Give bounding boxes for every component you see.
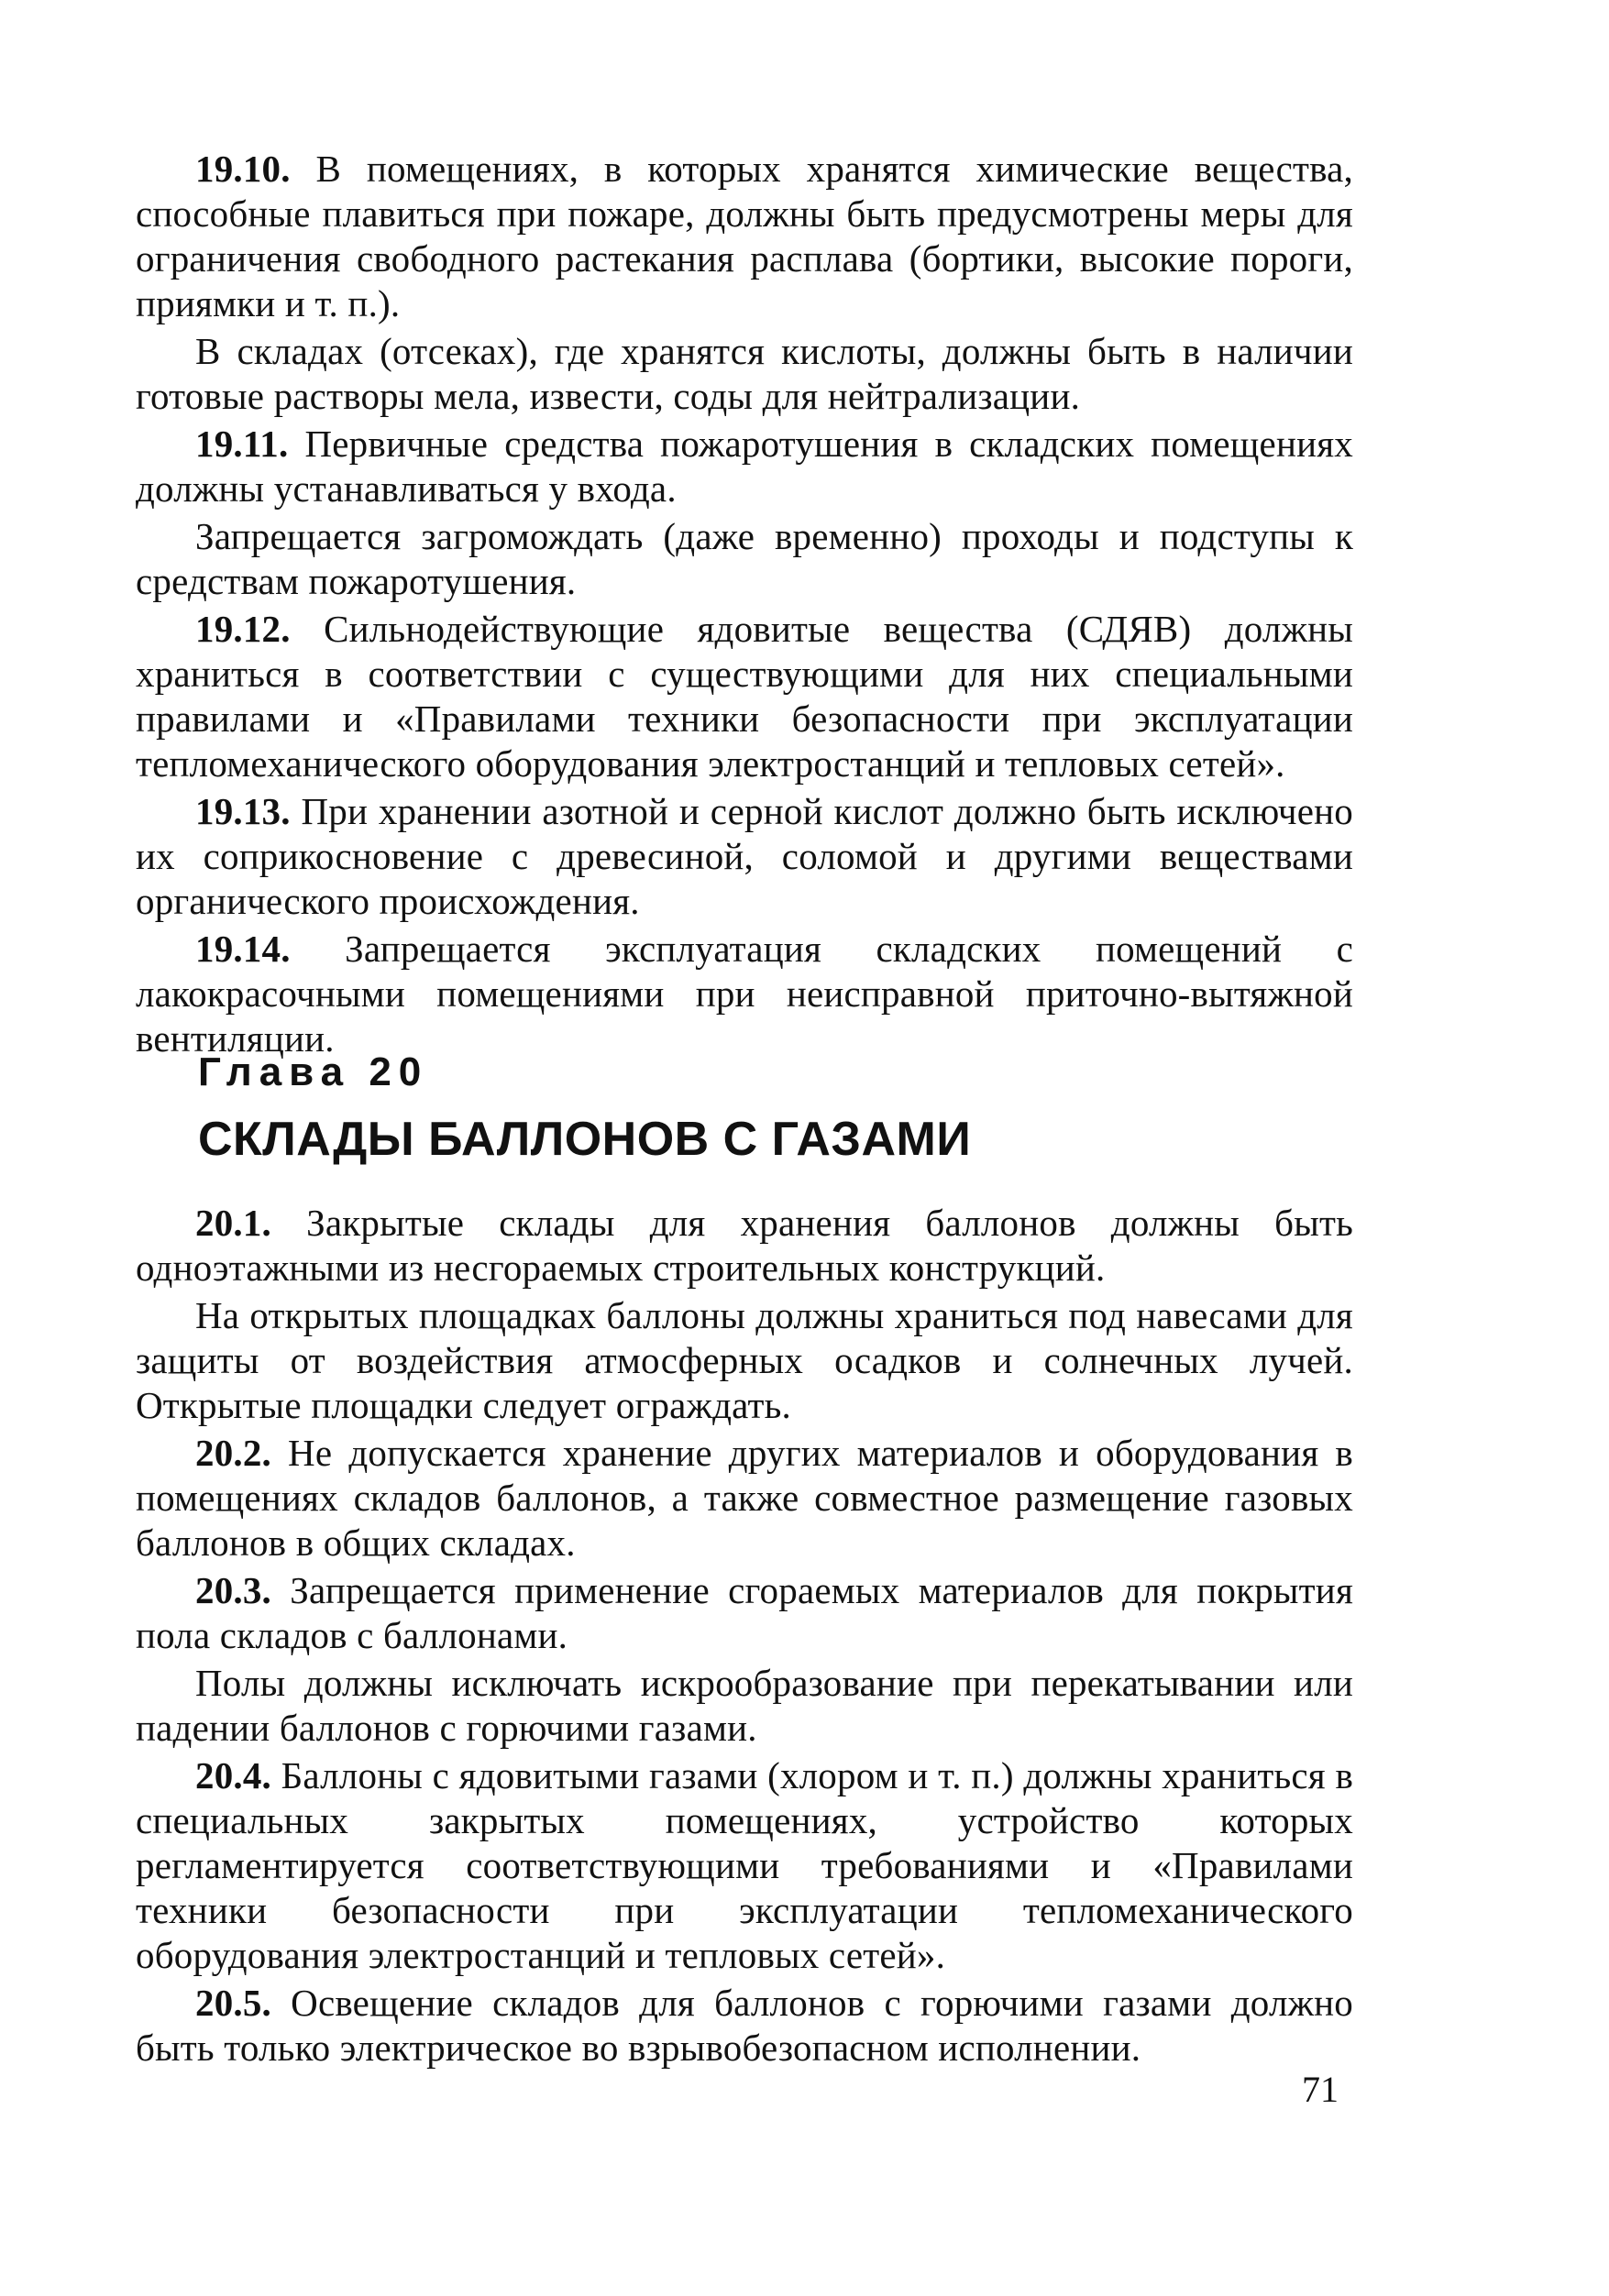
paragraph-19-13 — [136, 789, 1353, 924]
paragraph-20-1-open-areas — [136, 1293, 1353, 1428]
paragraph-19-12 — [136, 607, 1353, 786]
paragraph-text: На открытых площадках баллоны должны храниться под навесами для защиты от воздействия атмосферных осадков и солнечных лучей. Открытые площадки следует ограждать. — [136, 1294, 1353, 1426]
paragraph-text: Запрещается применение сгораемых материалов для покрытия пола складов с баллонами. — [136, 1569, 1353, 1656]
paragraph-text: Запрещается загромождать (даже временно) проходы и подступы к средствам пожаротушения. — [136, 515, 1353, 602]
clause-number: 19.13. — [195, 790, 291, 832]
paragraph-19-10-acids — [136, 329, 1353, 419]
paragraph-text: При хранении азотной и серной кислот должно быть исключено их соприкосновение с древесиной, соломой и другими веществами органического происхождения. — [136, 790, 1353, 922]
paragraph-text: Освещение складов для баллонов с горючими газами должно быть только электрическое во взрывобезопасном исполнении. — [136, 1982, 1353, 2069]
clause-number: 19.11. — [195, 423, 289, 465]
paragraph-20-1 — [136, 1201, 1353, 1291]
paragraph-text: Первичные средства пожаротушения в складских помещениях должны устанавливаться у входа. — [136, 423, 1353, 510]
paragraph-19-14 — [136, 927, 1353, 1061]
paragraph-text: Не допускается хранение других материалов и оборудования в помещениях складов баллонов, а также совместное размещение газовых баллонов в общих складах. — [136, 1432, 1353, 1564]
chapter-title: СКЛАДЫ БАЛЛОНОВ С ГАЗАМИ — [198, 1113, 972, 1166]
clause-number: 20.5. — [195, 1982, 271, 2024]
paragraph-20-4 — [136, 1753, 1353, 1978]
section-20-paragraphs — [136, 1201, 1353, 2071]
clause-number: 19.14. — [195, 928, 291, 970]
paragraph-19-10 — [136, 147, 1353, 326]
page-number: 71 — [1302, 2069, 1339, 2110]
paragraph-19-11-passages — [136, 514, 1353, 604]
paragraph-20-2 — [136, 1431, 1353, 1565]
paragraph-text: Сильнодействующие ядовитые вещества (СДЯВ) должны храниться в соответствии с существующими для них специальными правилами и «Правилами техники безопасности при эксплуатации тепломеханического оборудования электростанций и тепловых сетей». — [136, 608, 1353, 785]
clause-number: 19.10. — [195, 148, 291, 190]
clause-number: 20.1. — [195, 1202, 271, 1244]
paragraph-20-5 — [136, 1981, 1353, 2071]
paragraph-20-3 — [136, 1568, 1353, 1658]
paragraph-text: Баллоны с ядовитыми газами (хлором и т. п.) должны храниться в специальных закрытых помещениях, устройство которых регламентируется соответствующими требованиями и «Правилами техники безопасности при эксплуатации тепломеханического оборудования электростанций и тепловых сетей». — [136, 1754, 1353, 1976]
paragraph-19-11 — [136, 422, 1353, 511]
paragraph-text: Закрытые склады для хранения баллонов должны быть одноэтажными из несгораемых строительных конструкций. — [136, 1202, 1353, 1289]
paragraph-text: Запрещается эксплуатация складских помещений с лакокрасочными помещениями при неисправной приточно-вытяжной вентиляции. — [136, 928, 1353, 1060]
paragraph-20-3-floors — [136, 1661, 1353, 1751]
clause-number: 20.3. — [195, 1569, 271, 1611]
section-19-paragraphs — [136, 147, 1353, 1061]
paragraph-text: В помещениях, в которых хранятся химические вещества, способные плавиться при пожаре, должны быть предусмотрены меры для ограничения свободного растекания расплава (бортики, высокие пороги, приямки и т. п.). — [136, 148, 1353, 324]
clause-number: 19.12. — [195, 608, 291, 650]
chapter-label: Глава 20 — [198, 1049, 429, 1094]
clause-number: 20.2. — [195, 1432, 271, 1474]
clause-number: 20.4. — [195, 1754, 271, 1796]
paragraph-text: В складах (отсеках), где хранятся кислоты, должны быть в наличии готовые растворы мела, извести, соды для нейтрализации. — [136, 330, 1353, 417]
paragraph-text: Полы должны исключать искрообразование при перекатывании или падении баллонов с горючими газами. — [136, 1662, 1353, 1749]
